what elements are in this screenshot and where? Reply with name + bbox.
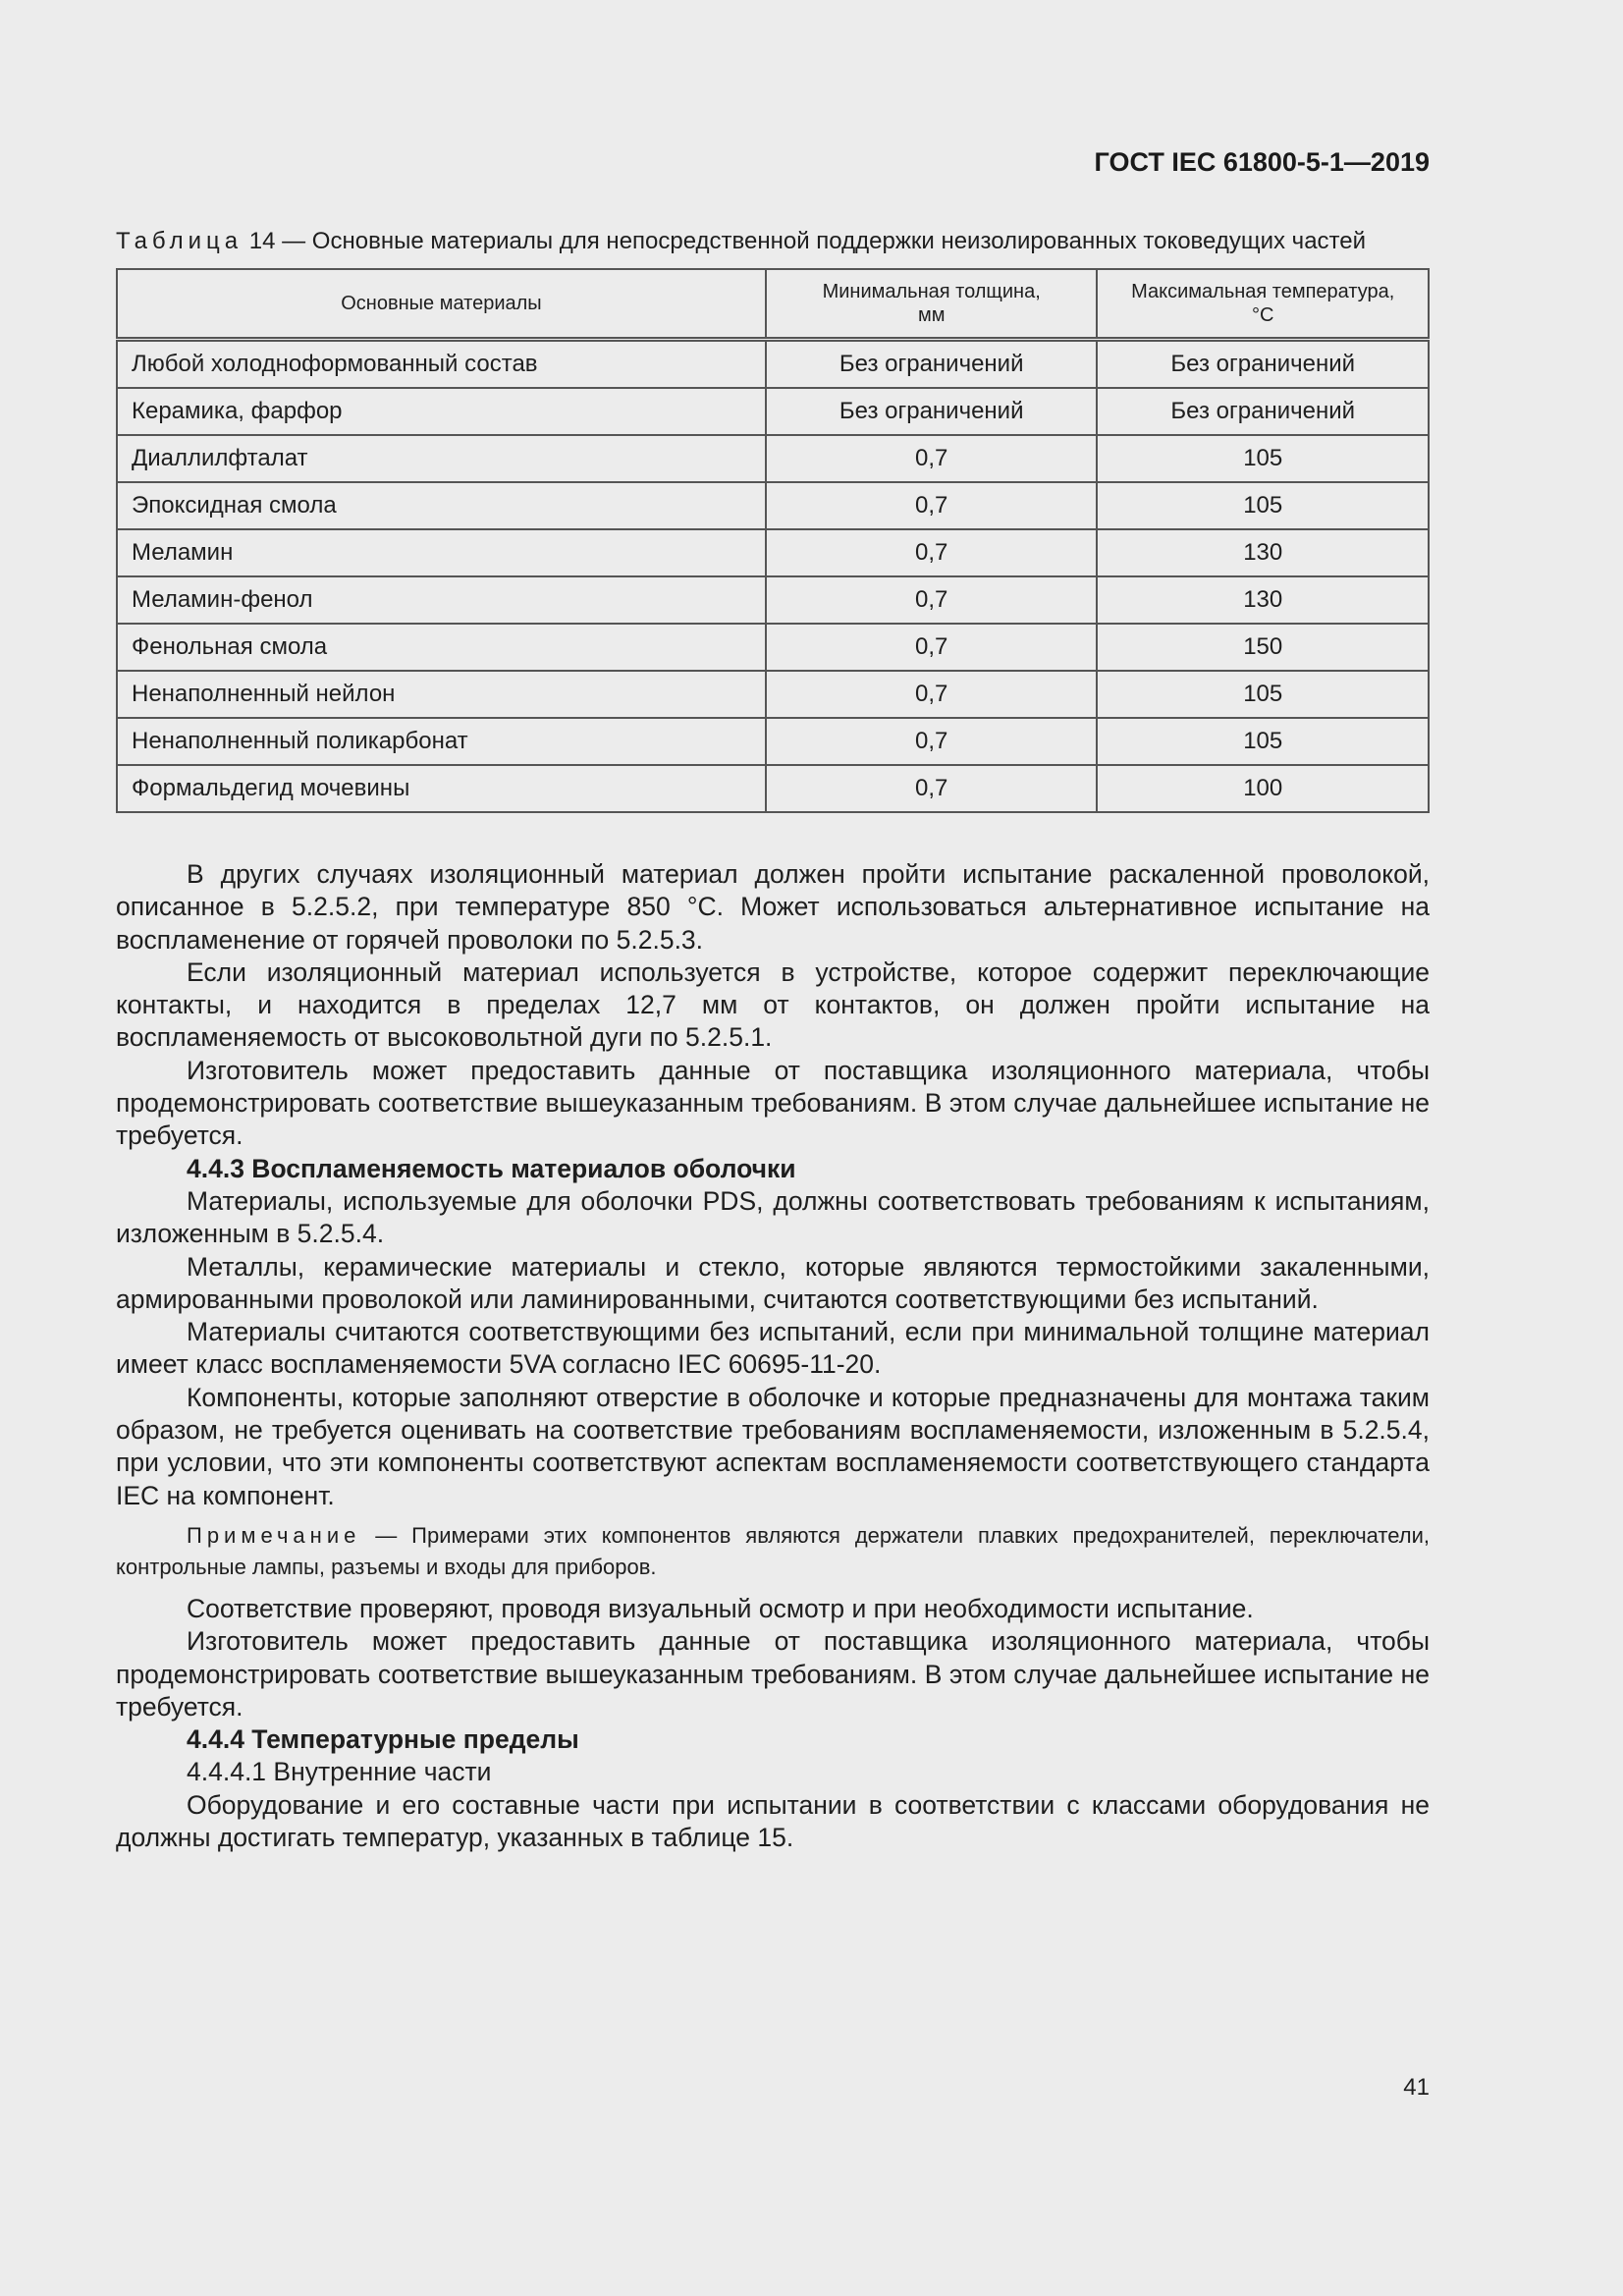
paragraph: В других случаях изоляционный материал должен пройти испытание раскаленной проволокой, описанное в 5.2.5.2, при температуре 850 °C. Может использоваться альтернативное испытание на воспламенение от горячей проволоки по 5.2.5.3. [116, 859, 1430, 955]
table-header-row [117, 269, 1429, 340]
table-row [117, 718, 1429, 765]
cell-material: Меламин-фенол [117, 576, 766, 624]
note-label: Примечание [187, 1522, 361, 1548]
cell-temperature: 105 [1097, 435, 1429, 482]
section-heading-4-4-3: 4.4.3 Воспламеняемость материалов оболочки [187, 1153, 796, 1183]
cell-thickness: 0,7 [766, 718, 1098, 765]
table-row [117, 482, 1429, 529]
cell-temperature: 105 [1097, 671, 1429, 718]
paragraph: Оборудование и его составные части при испытании в соответствии с классами оборудования не должны достигать температур, указанных в таблице 15. [116, 1789, 1430, 1853]
table-row [117, 340, 1429, 389]
cell-temperature: 105 [1097, 482, 1429, 529]
table-row [117, 624, 1429, 671]
table-row [117, 765, 1429, 812]
table-row [117, 388, 1429, 435]
header-min-thickness: Минимальная толщина, мм [766, 269, 1098, 340]
cell-thickness: 0,7 [766, 765, 1098, 812]
cell-material: Эпоксидная смола [117, 482, 766, 529]
page-number: 41 [1403, 2074, 1430, 2101]
paragraph: Если изоляционный материал используется в устройстве, которое содержит переключающие контакты, и находится в пределах 12,7 мм от контактов, он должен пройти испытание на воспламеняемость от высоковольтной дуги по 5.2.5.1. [116, 957, 1430, 1053]
cell-thickness: 0,7 [766, 529, 1098, 576]
cell-material: Ненаполненный нейлон [117, 671, 766, 718]
cell-temperature: 150 [1097, 624, 1429, 671]
materials-table [116, 268, 1430, 813]
paragraph: Материалы, используемые для оболочки PDS, должны соответствовать требованиям к испытаниям, изложенным в 5.2.5.4. [116, 1185, 1430, 1249]
table-row [117, 435, 1429, 482]
table-caption-prefix: Таблица [116, 228, 243, 254]
paragraph: Металлы, керамические материалы и стекло, которые являются термостойкими закаленными, армированными проволокой или ламинированными, считаются соответствующими без испытаний. [116, 1251, 1430, 1314]
header-materials: Основные материалы [117, 269, 766, 340]
cell-thickness: Без ограничений [766, 340, 1098, 389]
cell-material: Меламин [117, 529, 766, 576]
cell-thickness: 0,7 [766, 435, 1098, 482]
paragraph: Компоненты, которые заполняют отверстие в оболочке и которые предназначены для монтажа таким образом, не требуется оценивать на соответствие требованиям воспламеняемости, изложенным в 5.2.5.4, при условии, что эти компоненты соответствуют аспектам воспламеняемости соответствующего стандарта IEC на компонент. [116, 1382, 1430, 1510]
cell-temperature: 100 [1097, 765, 1429, 812]
cell-material: Фенольная смола [117, 624, 766, 671]
table-row [117, 529, 1429, 576]
table-caption-text: 14 — Основные материалы для непосредственной поддержки неизолированных токоведущих частей [243, 228, 1367, 254]
subsection-heading-4-4-4-1: 4.4.4.1 Внутренние части [187, 1757, 492, 1787]
cell-temperature: Без ограничений [1097, 340, 1429, 389]
cell-material: Ненаполненный поликарбонат [117, 718, 766, 765]
table-row [117, 576, 1429, 624]
cell-thickness: 0,7 [766, 624, 1098, 671]
note [116, 1520, 1430, 1583]
cell-material: Диаллилфталат [117, 435, 766, 482]
cell-thickness: 0,7 [766, 482, 1098, 529]
cell-temperature: 130 [1097, 576, 1429, 624]
cell-material: Керамика, фарфор [117, 388, 766, 435]
section-heading-4-4-4: 4.4.4 Температурные пределы [187, 1724, 579, 1755]
body-text [116, 858, 1430, 1854]
table-caption [116, 228, 1432, 255]
table-row [117, 671, 1429, 718]
cell-thickness: Без ограничений [766, 388, 1098, 435]
cell-material: Любой холодноформованный состав [117, 340, 766, 389]
cell-temperature: Без ограничений [1097, 388, 1429, 435]
paragraph: Соответствие проверяют, проводя визуальный осмотр и при необходимости испытание. [187, 1593, 1254, 1623]
paragraph: Материалы считаются соответствующими без испытаний, если при минимальной толщине материал имеет класс воспламеняемости 5VA согласно IEC 60695-11-20. [116, 1317, 1430, 1380]
document-header: ГОСТ IEC 61800-5-1—2019 [1094, 147, 1430, 177]
cell-thickness: 0,7 [766, 671, 1098, 718]
paragraph: Изготовитель может предоставить данные от поставщика изоляционного материала, чтобы продемонстрировать соответствие вышеуказанным требованиям. В этом случае дальнейшее испытание не требуется. [116, 1055, 1430, 1151]
cell-material: Формальдегид мочевины [117, 765, 766, 812]
note-text: — Примерами этих компонентов являются держатели плавких предохранителей, переключатели, контрольные лампы, разъемы и входы для приборов. [116, 1522, 1430, 1579]
cell-thickness: 0,7 [766, 576, 1098, 624]
header-max-temperature: Максимальная температура, °C [1097, 269, 1429, 340]
cell-temperature: 105 [1097, 718, 1429, 765]
cell-temperature: 130 [1097, 529, 1429, 576]
paragraph: Изготовитель может предоставить данные от поставщика изоляционного материала, чтобы продемонстрировать соответствие вышеуказанным требованиям. В этом случае дальнейшее испытание не требуется. [116, 1626, 1430, 1722]
